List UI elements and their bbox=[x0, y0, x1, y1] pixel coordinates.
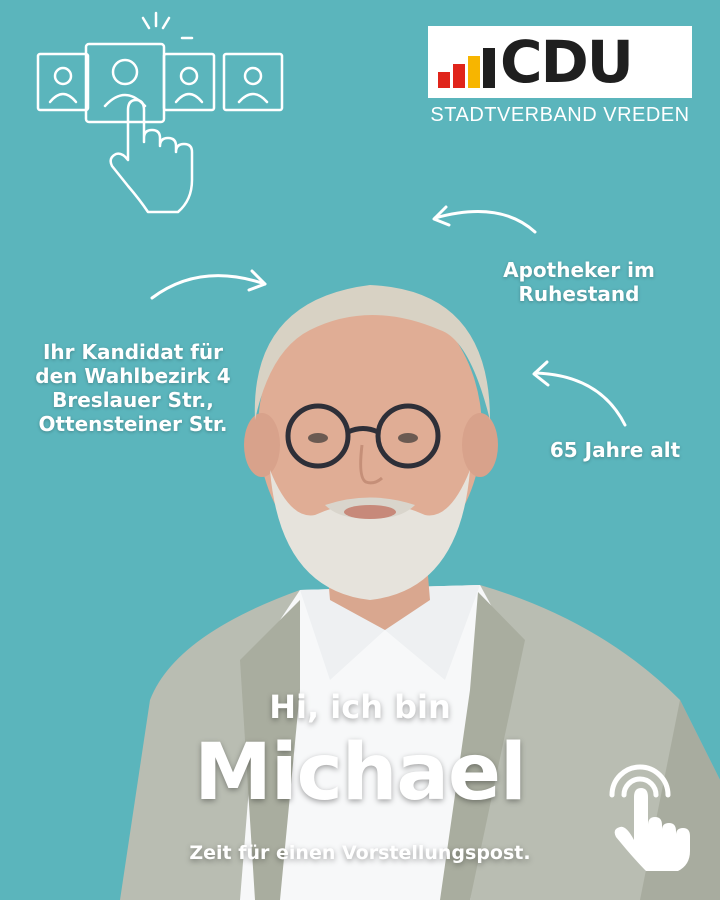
logo-subtitle: STADTVERBAND VREDEN bbox=[430, 104, 690, 126]
logo-wordmark: CDU bbox=[500, 28, 632, 96]
candidate-name: Michael bbox=[194, 728, 526, 818]
age-label: 65 Jahre alt bbox=[549, 438, 681, 462]
arrow-age-icon bbox=[534, 362, 625, 425]
arrow-candidate-icon bbox=[152, 271, 265, 298]
arrow-occupation-icon bbox=[434, 207, 535, 232]
greeting-text: Hi, ich bin bbox=[269, 688, 451, 726]
occupation-label: Apotheker im Ruhestand bbox=[503, 258, 655, 306]
tap-hand-icon bbox=[600, 755, 700, 875]
tagline-text: Zeit für einen Vorstellungspost. bbox=[189, 842, 531, 864]
candidate-label: Ihr Kandidat für den Wahlbezirk 4 Breslauer Str., Ottensteiner Str. bbox=[35, 340, 231, 436]
